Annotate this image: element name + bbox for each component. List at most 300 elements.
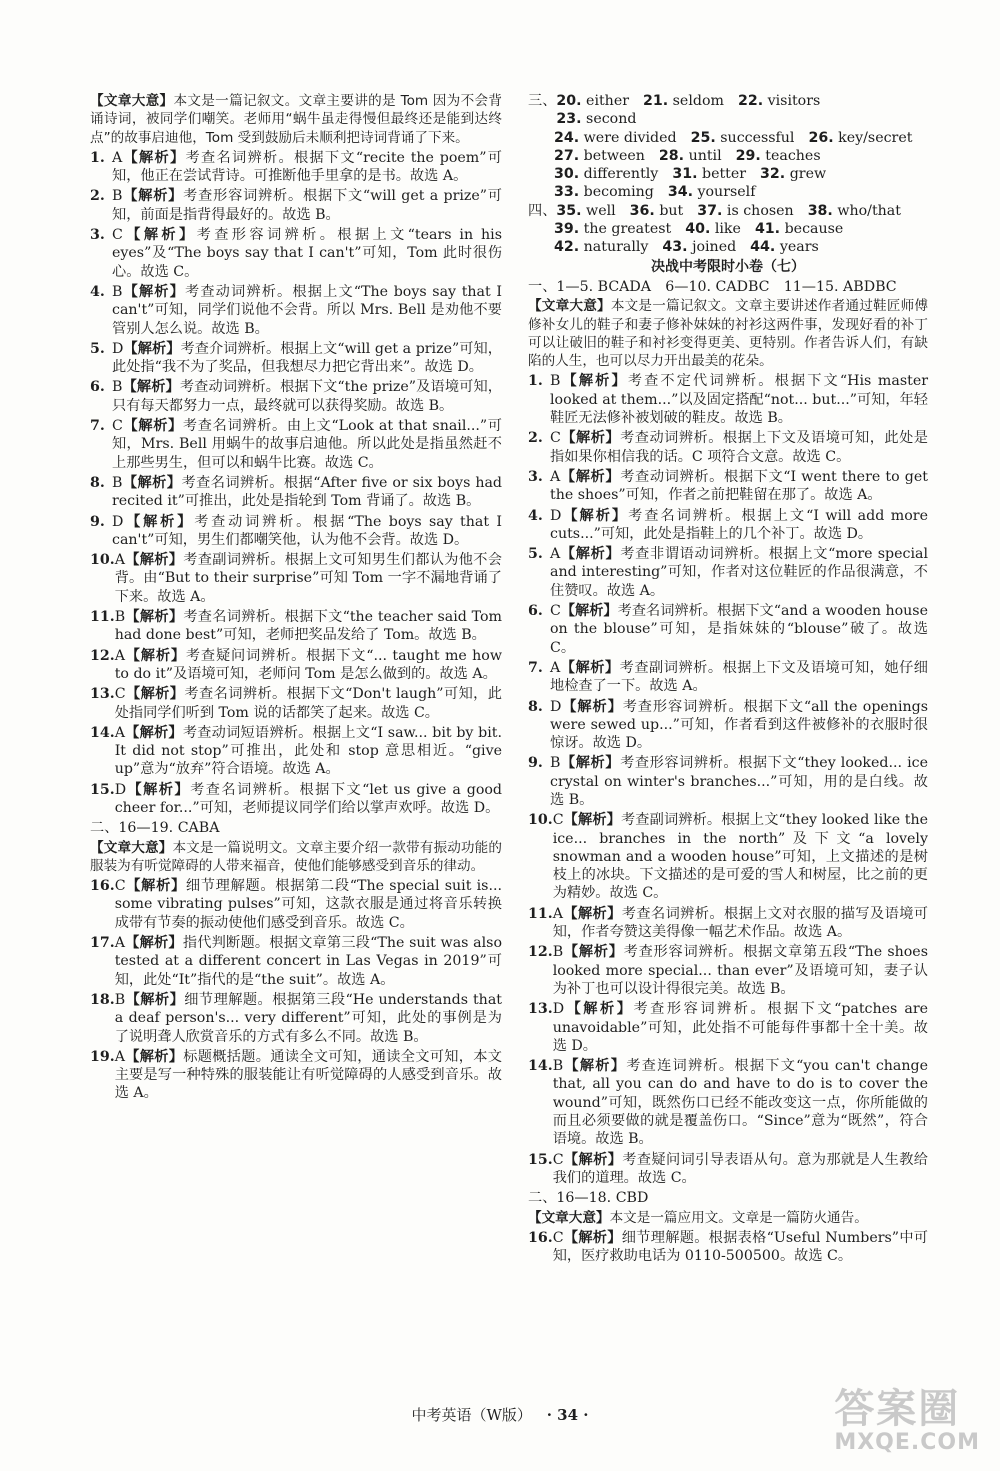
fill-number: 31. [672, 166, 698, 183]
question-number: 16. [90, 878, 115, 895]
summary-text: 本文是一篇说明文。文章主要介绍一款带有振动功能的服装为有听觉障碍的人带来福音，使他们能够感受到音乐的律动。 [90, 839, 503, 874]
answer-text [112, 474, 502, 511]
fill-number: 42. [554, 239, 580, 256]
left-column [90, 92, 502, 1105]
analysis-tag: 【解析】 [563, 812, 621, 829]
answer-text [550, 659, 928, 696]
answer-text [115, 551, 502, 606]
analysis-tag: 【解析】 [560, 468, 621, 485]
analysis-tag: 【解析】 [560, 546, 621, 563]
fill-answer [755, 220, 843, 238]
fill-word: between [583, 147, 645, 164]
fill-number: 41. [754, 221, 781, 238]
analysis-text: 细节理解题。根据第三段“He understands that a deaf person's... very different”可知，此处的事例是为了说明聋人欣赏音乐的方式有多么不同。故选 B。 [114, 991, 502, 1045]
answer-text [553, 943, 928, 998]
answer-text [550, 754, 928, 809]
analysis-text: 考查名词辨析。根据下文“recite the poem”可知，他正在尝试背诗。可推断他手里拿的是书。故选 A。 [112, 149, 502, 185]
analysis-text: 考查名词辨析。根据下文“Don't laugh”可知，此处指同学们听到 Tom 说的话都笑了起来。故选 C。 [114, 686, 502, 721]
fill-answer [760, 165, 826, 183]
fill-number: 37. [697, 202, 723, 219]
question-number: 12. [528, 944, 553, 961]
right-column [528, 92, 928, 1267]
analysis-tag: 【解析】 [124, 1048, 184, 1065]
answer-item [90, 934, 502, 989]
fill-word: differently [583, 166, 659, 183]
answer-item [90, 226, 502, 281]
answer-choice: C [552, 1229, 564, 1246]
answer-text [115, 608, 502, 645]
question-number: 8. [528, 698, 543, 715]
answer-text [112, 513, 502, 550]
fill-number: 26. [808, 129, 834, 146]
answer-item [528, 429, 928, 466]
answer-item [90, 474, 502, 511]
question-number: 9. [528, 755, 543, 772]
question-number: 3. [528, 468, 543, 485]
analysis-text: 考查非谓语动词辨析。根据上文“more special and interesting”可知，作者对这位鞋匠的作品很满意，不住赞叹。故选 A。 [550, 546, 928, 599]
answer-item [528, 1229, 928, 1266]
analysis-tag: 【解析】 [561, 507, 629, 524]
analysis-tag: 【解析】 [564, 1001, 634, 1018]
analysis-tag: 【解析】 [562, 905, 622, 922]
answer-choice: D [550, 698, 562, 715]
question-number: 12. [90, 647, 115, 664]
analysis-tag: 【解析】 [124, 724, 183, 741]
fill-number: 40. [685, 221, 711, 238]
answer-text [112, 187, 502, 224]
answer-choice: A [114, 935, 125, 952]
fill-cells [554, 238, 928, 256]
fill-number: 25. [690, 129, 716, 146]
question-number: 15. [90, 781, 115, 798]
fill-word: yourself [697, 184, 756, 201]
fill-answer [554, 129, 677, 147]
fill-row [528, 202, 928, 220]
answer-text [553, 1000, 928, 1055]
fill-answer [736, 147, 821, 165]
fill-word: seldom [672, 93, 724, 109]
question-number: 8. [90, 474, 105, 491]
fill-word: successful [720, 129, 795, 146]
answer-choice: A [114, 552, 125, 569]
analysis-tag: 【解析】 [124, 647, 186, 664]
answer-item [90, 340, 502, 377]
question-number: 15. [528, 1151, 553, 1168]
fill-row [528, 220, 928, 238]
question-number: 14. [90, 724, 115, 741]
fill-word: until [688, 147, 722, 164]
analysis-tag: 【解析】 [123, 513, 195, 530]
fill-answer [554, 147, 645, 165]
answer-choice: B [114, 991, 126, 1008]
question-number: 10. [90, 552, 115, 569]
analysis-text: 考查副词辨析。根据上文可知男生们都认为他不会背。由“But to their surprise”可知 Tom 一字不漏地背诵了下来。故选 A。 [114, 552, 502, 605]
article-summary [528, 297, 928, 370]
fill-word: becoming [583, 184, 654, 201]
fill-answer [808, 202, 901, 220]
answer-choice: B [552, 1058, 564, 1075]
answer-choice: D [112, 340, 124, 357]
watermark-sub: MXQE.COM [834, 1430, 980, 1455]
answer-choice: D [112, 513, 124, 530]
fill-cells [556, 92, 928, 129]
question-number: 11. [528, 905, 553, 922]
answer-choice: D [114, 781, 127, 798]
answer-text [112, 149, 502, 186]
question-number: 4. [90, 283, 105, 300]
fill-number: 27. [554, 147, 580, 164]
analysis-text: 考查名词辨析。根据“After five or six boys had recited it”可推出，此处是指轮到 Tom 背诵了。故选 B。 [112, 474, 502, 510]
fill-number: 35. [556, 202, 582, 219]
summary-tag: 【文章大意】 [90, 93, 174, 109]
article-summary [528, 1209, 928, 1227]
answer-choice: A [550, 546, 561, 563]
answer-item [90, 149, 502, 186]
answer-text [550, 507, 928, 544]
fill-answer [554, 165, 658, 183]
fill-answer [556, 202, 615, 220]
fill-word: but [659, 202, 684, 219]
analysis-tag: 【解析】 [122, 227, 197, 244]
answer-item [528, 507, 928, 544]
section-header: 一、1—5. BCADA 6—10. CADBC 11—15. ABDBC [528, 278, 897, 295]
fill-answer [808, 129, 912, 147]
book-title: 中考英语（W版） [411, 1406, 532, 1424]
analysis-tag: 【解析】 [563, 1151, 623, 1168]
answer-choice: B [112, 188, 123, 205]
analysis-text: 考查副词辨析。根据上文“they looked like the ice... branches in the north”及下文“a lovely snowman and a wooden house”可知，上文描述的是树枝上的冰块。下文描述的是可爱的雪人和树屋，比之前的更为精妙。故选 C。 [552, 812, 928, 902]
answer-item [528, 372, 928, 427]
analysis-tag: 【解析】 [125, 609, 184, 626]
analysis-text: 考查不定代词辨析。根据下文“His master looked at them...”以及固定搭配“not... but...”可知，年轻鞋匠无法修补被划破的鞋皮。故选 B。 [550, 373, 928, 427]
fill-word: teaches [765, 147, 821, 164]
answer-item [528, 468, 928, 505]
analysis-text: 考查形容词辨析。根据下文“patches are unavoidable”可知，此处指不可能每件事都十全十美。故选 D。 [552, 1001, 928, 1054]
answer-item [90, 378, 502, 415]
question-number: 5. [90, 340, 105, 357]
fill-answer [738, 92, 820, 110]
question-number: 7. [528, 659, 543, 676]
answer-choice: D [552, 1001, 565, 1018]
answer-item [528, 1151, 928, 1188]
answer-text [112, 417, 502, 472]
fill-word: second [586, 111, 637, 128]
analysis-text: 考查介词辨析。根据上文“will get a prize”可知，此处指“我不为了奖品，但我想尽力把它背出来”。故选 D。 [112, 340, 502, 376]
analysis-tag: 【解析】 [122, 379, 180, 396]
analysis-tag: 【解析】 [561, 698, 623, 715]
answer-text [550, 545, 928, 600]
fill-row [528, 129, 928, 147]
fill-row [528, 165, 928, 183]
answer-text [112, 378, 502, 415]
summary-text: 本文是一篇应用文。文章是一篇防火通告。 [609, 1209, 868, 1226]
answer-item [90, 187, 502, 224]
analysis-text: 考查名词辨析。根据上文对衣服的描写及语境可知，作者夸赞这美得像一幅艺术作品。故选 A。 [552, 905, 928, 941]
fill-answer [662, 238, 736, 256]
answer-item [90, 724, 502, 779]
fill-answer [643, 92, 724, 110]
analysis-tag: 【解析】 [126, 781, 191, 798]
analysis-text: 考查动词辨析。根据下文“I went there to get the shoes”可知，作者之前把鞋留在那了。故选 A。 [550, 468, 928, 504]
analysis-text: 考查连词辨析。根据下文“you can't change that, all you can do and have to do is to cover the wound”可知，既然伤口已经不能改变这一点，你所能做的而且必须要做的就是覆盖伤口。“Since”意为“既然”，符合语境。故选 B。 [552, 1058, 928, 1148]
fill-word: who/that [837, 202, 901, 219]
quiz-heading: 决战中考限时小卷（七） [651, 258, 805, 275]
question-number: 4. [528, 507, 543, 524]
analysis-tag: 【解析】 [122, 474, 182, 491]
answer-text [553, 1229, 928, 1266]
answer-choice: C [552, 812, 564, 829]
fill-number: 39. [554, 221, 580, 238]
analysis-text: 考查疑问词引导表语从句。意为那就是人生教给我们的道理。故选 C。 [552, 1151, 928, 1186]
fill-word: key/secret [838, 129, 913, 146]
fill-answer [554, 238, 648, 256]
answer-choice: B [552, 944, 564, 961]
question-number: 16. [528, 1229, 553, 1246]
fill-cells [554, 147, 928, 165]
fill-answer [630, 202, 684, 220]
analysis-text: 标题概括题。通读全文可知，通读全文可知，本文主要是写一种特殊的服装能让有听觉障碍的人感受到音乐。故选 A。 [114, 1048, 502, 1102]
answer-item [90, 1048, 502, 1103]
fill-answer [750, 238, 819, 256]
fill-number: 38. [807, 202, 833, 219]
analysis-text: 考查动词短语辨析。根据上文“I saw... bit by bit. It did not stop”可推出，此处和 stop 意思相近。“give up”意为“放弃”符合语境。故选 A。 [114, 724, 502, 778]
question-number: 10. [528, 812, 553, 829]
fill-in-answers [528, 92, 928, 257]
answer-item [90, 647, 502, 684]
analysis-text: 考查名词辨析。根据上文“I will add more cuts...”可知，此处是指鞋上的几个补丁。故选 D。 [550, 507, 928, 542]
right-answer-list [528, 278, 928, 1265]
analysis-text: 考查名词辨析。根据下文“and a wooden house on the blouse”可知，是指妹妹的“blouse”破了。故选 C。 [550, 603, 928, 656]
answer-item [528, 1000, 928, 1055]
answer-choice: C [114, 878, 126, 895]
answer-choice: C [112, 227, 123, 244]
fill-cells [554, 183, 928, 201]
fill-answer [691, 129, 795, 147]
answer-text [112, 340, 502, 377]
fill-number: 23. [556, 111, 582, 128]
page-number: · 34 · [546, 1406, 589, 1424]
answer-choice: D [550, 507, 562, 524]
answer-choice: A [112, 149, 123, 166]
analysis-text: 考查疑问词辨析。根据下文“... taught me how to do it”及语境可知，老师问 Tom 是怎么做到的。故选 A。 [114, 647, 502, 682]
answer-item [90, 608, 502, 645]
fill-answer [697, 202, 793, 220]
analysis-tag: 【解析】 [560, 373, 628, 390]
answer-item [90, 513, 502, 550]
analysis-text: 指代判断题。根据文章第三段“The suit was also tested at a different concert in Las Vegas in 2019”可知，此处“It”指代的是“the suit”。故选 A。 [114, 935, 502, 988]
analysis-tag: 【解析】 [560, 430, 621, 447]
answer-text [115, 991, 502, 1046]
fill-answer [556, 92, 629, 110]
answer-choice: C [552, 1151, 564, 1168]
fill-number: 24. [554, 129, 580, 146]
answer-choice: A [114, 724, 125, 741]
watermark-logo [834, 1377, 980, 1455]
summary-tag: 【文章大意】 [528, 298, 611, 315]
answer-choice: B [112, 283, 123, 300]
section-header: 二、16—19. CABA [90, 820, 220, 837]
fill-word: years [779, 239, 819, 256]
answer-text [550, 372, 928, 427]
answer-item [528, 545, 928, 600]
analysis-tag: 【解析】 [563, 1229, 622, 1246]
question-number: 9. [90, 513, 105, 530]
answer-text [115, 685, 502, 722]
answer-text [115, 1048, 502, 1103]
fill-answer [659, 147, 722, 165]
fill-word: grew [789, 166, 827, 183]
question-number: 3. [90, 227, 105, 244]
question-number: 2. [528, 430, 543, 447]
answer-item [528, 1057, 928, 1148]
answer-text [553, 811, 928, 902]
answer-text [550, 429, 928, 466]
fill-word: were divided [583, 129, 677, 146]
fill-row [528, 238, 928, 256]
fill-word: well [586, 202, 616, 219]
watermark-main: 答案圈 [834, 1386, 961, 1432]
fill-cells [554, 220, 928, 238]
analysis-text: 考查形容词辨析。根据下文“will get a prize”可知，前面是指背得最好的。故选 B。 [112, 188, 502, 223]
analysis-text: 考查名词辨析。根据下文“let us give a good cheer for...”可知，老师提议同学们给以掌声欢呼。故选 D。 [114, 781, 502, 816]
fill-number: 44. [750, 239, 776, 256]
fill-section-label: 三、 [528, 93, 557, 109]
answer-text [112, 226, 502, 281]
fill-number: 33. [554, 184, 580, 201]
fill-section-label: 四、 [528, 202, 557, 219]
answer-choice: C [112, 418, 123, 435]
fill-answer [668, 183, 756, 201]
question-number: 1. [90, 149, 105, 166]
fill-word: the greatest [583, 221, 672, 238]
fill-number: 22. [737, 93, 764, 109]
fill-answer [685, 220, 741, 238]
answer-text [112, 283, 502, 338]
analysis-tag: 【解析】 [122, 418, 183, 435]
answer-choice: A [550, 468, 561, 485]
fill-word: like [714, 221, 741, 238]
answer-text [115, 724, 502, 779]
question-number: 18. [90, 991, 115, 1008]
analysis-tag: 【解析】 [123, 340, 181, 357]
answer-choice: A [552, 905, 563, 922]
answer-item [528, 602, 928, 657]
analysis-tag: 【解析】 [122, 149, 186, 166]
analysis-text: 细节理解题。根据表格“Useful Numbers”中可知，医疗救助电话为 0110-500500。故选 C。 [552, 1229, 928, 1265]
analysis-text: 考查名词辨析。由上文“Look at that snail...”可知，Mrs. Bell 用蜗牛的故事启迪他。所以此处是指虽然赶不上那些男生，但可以和蜗牛比赛。故选 C。 [112, 418, 502, 471]
answer-item [528, 811, 928, 902]
answer-item [528, 754, 928, 809]
analysis-tag: 【解析】 [125, 686, 185, 703]
answer-choice: B [114, 609, 126, 626]
fill-cells [554, 165, 928, 183]
analysis-text: 考查形容词辨析。根据上文“tears in his eyes”及“The boys say that I can't”可知，Tom 此时很伤心。故选 C。 [112, 227, 502, 280]
answer-item [528, 905, 928, 942]
fill-cells [556, 202, 928, 220]
question-number: 5. [528, 546, 543, 563]
analysis-text: 细节理解题。根据第二段“The special suit is... some vibrating pulses”可知，这款衣服是通过将音乐转换成带有节奏的振动使他们感受到音乐。故选 C。 [114, 878, 502, 931]
fill-number: 30. [554, 166, 580, 183]
fill-number: 21. [643, 93, 669, 109]
fill-cells [554, 129, 928, 147]
analysis-tag: 【解析】 [122, 283, 185, 300]
analysis-tag: 【解析】 [124, 552, 184, 569]
fill-row [528, 92, 928, 129]
answer-text [115, 934, 502, 989]
question-number: 6. [90, 379, 105, 396]
fill-word: better [701, 166, 747, 183]
analysis-text: 考查形容词辨析。根据下文“all the openings were sewed up...”可知，作者看到这件被修补的衣服时很惊讶。故选 D。 [550, 698, 928, 752]
answer-choice: B [112, 474, 123, 491]
question-number: 17. [90, 935, 115, 952]
fill-number: 34. [667, 184, 693, 201]
answer-text [550, 468, 928, 505]
question-number: 1. [528, 373, 543, 390]
question-number: 14. [528, 1058, 553, 1075]
analysis-tag: 【解析】 [563, 1058, 627, 1075]
summary-tag: 【文章大意】 [528, 1209, 610, 1226]
answer-text [553, 905, 928, 942]
summary-text: 本文是一篇记叙文。文章主要讲的是 Tom 因为不会背诵诗词，被同学们嘲笑。老师用“蜗牛虽走得慢但最终还是能到达终点”的故事启迪他，Tom 受到鼓励后未顺利把诗词背诵了下来。 [90, 93, 503, 146]
answer-choice: B [112, 379, 123, 396]
analysis-tag: 【解析】 [560, 659, 620, 676]
analysis-tag: 【解析】 [122, 188, 184, 205]
fill-word: because [784, 221, 844, 238]
analysis-text: 考查名词辨析。根据下文“the teacher said Tom had done best”可知，老师把奖品发给了 Tom。故选 B。 [114, 609, 502, 644]
question-number: 7. [90, 418, 105, 435]
answer-choice: B [550, 755, 561, 772]
fill-number: 28. [658, 147, 685, 164]
answer-item [90, 551, 502, 606]
analysis-text: 考查动词辨析。根据“The boys say that I can't”可知，男生们都嘲笑他，认为他不会背。故选 D。 [112, 513, 502, 548]
analysis-text: 考查动词辨析。根据上下文及语境可知，此处是指如果你相信我的话。C 项符合文意。故选 C。 [550, 430, 928, 465]
fill-answer [556, 110, 636, 128]
question-number: 13. [528, 1001, 553, 1018]
summary-tag: 【文章大意】 [90, 839, 173, 856]
answer-item [528, 659, 928, 696]
answer-item [528, 943, 928, 998]
answer-choice: B [550, 373, 561, 390]
answer-text [550, 602, 928, 657]
fill-word: either [586, 93, 629, 109]
question-number: 2. [90, 188, 105, 205]
summary-text: 本文是一篇记叙文。文章主要讲述作者通过鞋匠师傅修补女儿的鞋子和妻子修补妹妹的衬衫这两件事，发现好看的补丁可以让破旧的鞋子和衬衫变得更美、更特别。作者告诉人们，有缺陷的人生，也可以尽力开出最美的花朵。 [528, 298, 929, 370]
question-number: 6. [528, 603, 543, 620]
answer-item [90, 685, 502, 722]
fill-number: 32. [760, 166, 786, 183]
fill-number: 20. [556, 93, 582, 109]
analysis-tag: 【解析】 [124, 935, 183, 952]
answer-item [90, 991, 502, 1046]
answer-choice: A [550, 659, 561, 676]
answer-text [115, 877, 502, 932]
fill-word: is chosen [726, 202, 794, 219]
fill-number: 36. [629, 202, 655, 219]
answer-item [528, 698, 928, 753]
fill-number: 29. [735, 147, 761, 164]
answer-item [90, 877, 502, 932]
answer-text [553, 1151, 928, 1188]
answer-choice: A [114, 1048, 125, 1065]
fill-word: visitors [767, 93, 821, 109]
answer-choice: C [114, 686, 126, 703]
answer-choice: A [114, 647, 125, 664]
question-number: 19. [90, 1048, 115, 1065]
answer-item [90, 283, 502, 338]
fill-word: naturally [583, 239, 649, 256]
fill-answer [554, 183, 654, 201]
answer-item [90, 417, 502, 472]
